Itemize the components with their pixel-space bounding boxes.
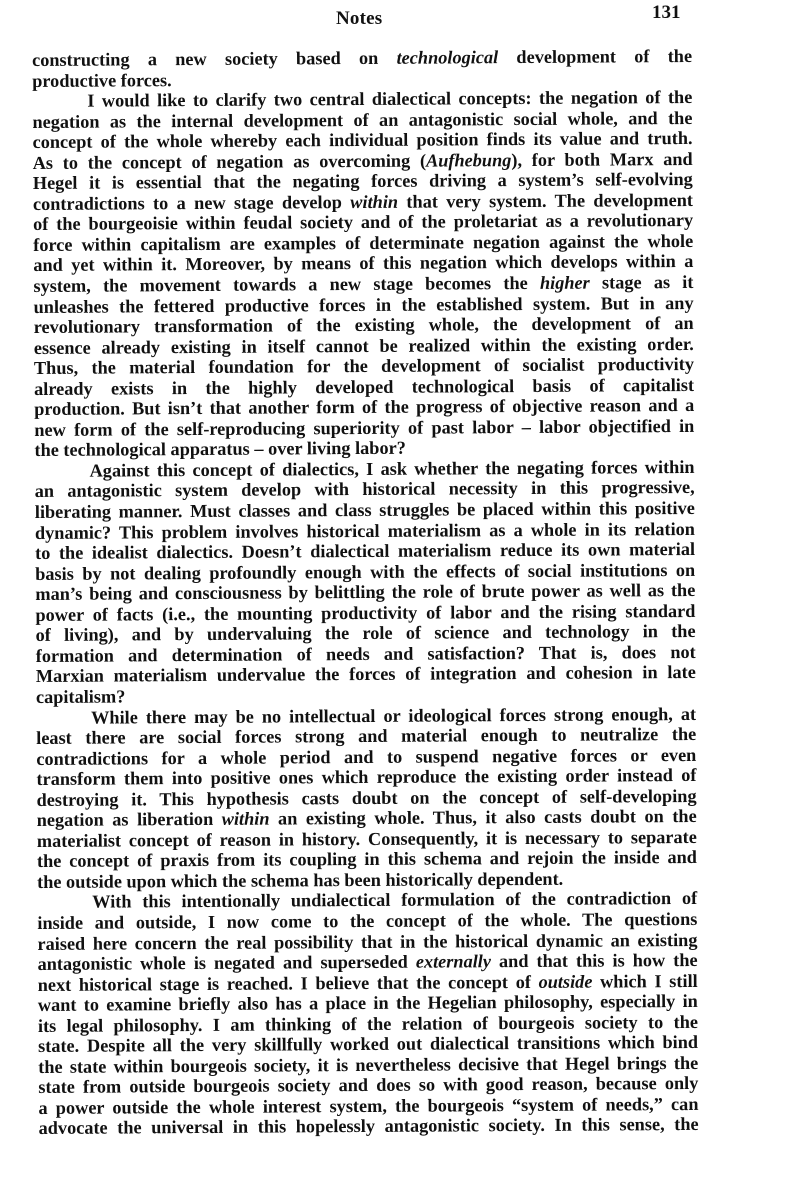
text-segment: least there are social forces strong and material enough to neutralize the <box>36 724 697 749</box>
text-line <box>32 46 692 71</box>
text-segment: an existing whole. Thus, it also casts doubt on the <box>269 806 697 829</box>
text-segment: development of the <box>498 45 693 68</box>
text-segment: essence already existing in itself cannot be realized within the existing order. <box>33 333 694 358</box>
text-segment: and yet within it. Moreover, by means of this negation which develops within a <box>33 251 694 276</box>
text-segment: to the idealist dialectics. Doesn’t dialectical materialism reduce its own material <box>35 539 696 564</box>
text-segment: contradictions for a whole period and to suspend negative forces or even <box>36 744 697 769</box>
text-segment: liberating manner. Must classes and class struggles be placed within this positive <box>34 497 695 523</box>
italic-text: higher <box>539 272 590 293</box>
italic-text: outside <box>538 971 593 992</box>
text-segment: which I still <box>592 970 698 992</box>
text-segment: Thus, the material foundation for the development of socialist productivity <box>33 354 694 379</box>
running-title: Notes <box>336 8 383 29</box>
text-segment: While there may be no intellectual or ideological forces strong enough, at <box>91 703 697 728</box>
running-head <box>0 2 790 38</box>
text-segment: a power outside the whole interest system, the bourgeois “system of needs,” can <box>38 1093 699 1118</box>
text-segment: of the bourgeoisie within feudal society and of the proletariat as a revolutionary <box>33 210 694 235</box>
text-segment: state from outside bourgeois society and does so with good reason, because only <box>38 1073 699 1098</box>
text-segment: As to the concept of negation as overcoming ( <box>32 150 427 173</box>
text-segment: force within capitalism are examples of determinate negation against the whole <box>33 230 694 255</box>
text-segment: the technological apparatus – over living labor? <box>34 438 406 461</box>
italic-text: technological <box>396 47 499 68</box>
text-segment: concept of the whole whereby each individual position finds its value and truth. <box>32 128 693 153</box>
text-segment: already exists in the highly developed technological basis of capitalist <box>34 374 695 399</box>
text-segment: constructing a new society based on <box>32 47 397 70</box>
text-segment: antagonistic whole is negated and superseded <box>37 951 416 975</box>
text-segment: destroying it. This hypothesis casts doubt on the concept of self-developing <box>36 785 697 810</box>
text-segment: negation as the internal development of an antagonistic social whole, and the <box>32 107 693 132</box>
italic-text: within <box>350 191 399 212</box>
text-segment: production. But isn’t that another form of the progress of objective reason and a <box>34 395 695 420</box>
text-segment: that very system. The development <box>397 189 693 212</box>
text-segment: system, the movement towards a new stage becomes the <box>33 272 541 297</box>
text-segment: and that this is how the <box>490 950 698 972</box>
text-segment: the concept of praxis from its coupling in this schema and rejoin the inside and <box>36 847 698 872</box>
text-segment: materialist concept of reason in history. Consequently, it is necessary to separate <box>36 826 697 851</box>
body-text <box>32 46 699 1139</box>
text-segment: basis by not dealing profoundly enough with the effects of social institutions on <box>35 559 696 584</box>
text-segment: raised here concern the real possibility that in the historical dynamic an existing <box>37 929 698 954</box>
text-segment: stage as it <box>589 271 694 293</box>
text-segment: unleashes the fettered productive forces in the established system. But in any <box>33 292 694 317</box>
text-segment: next historical stage is reached. I believe that the concept of <box>37 971 539 995</box>
text-segment: want to examine briefly also has a place in the Hegelian philosophy, especially in <box>37 991 698 1016</box>
text-segment: Against this concept of dialectics, I ask whether the negating forces within <box>89 456 695 481</box>
text-segment: formation and determination of needs and satisfaction? That is, does not <box>35 641 696 666</box>
text-segment: I would like to clarify two central dialectical concepts: the negation of the <box>87 87 693 111</box>
text-segment: With this intentionally undialectical formulation of the contradiction of <box>92 888 698 913</box>
text-segment: revolutionary transformation of the existing whole, the development of an <box>33 313 694 338</box>
text-segment: power of facts (i.e., the mounting productivity of labor and the rising standard <box>35 600 696 625</box>
text-segment: the outside upon which the schema has been historically dependent. <box>37 868 564 892</box>
italic-text: within <box>221 808 270 830</box>
text-segment: its legal philosophy. I am thinking of the relation of bourgeois society to the <box>37 1011 699 1036</box>
italic-text: externally <box>415 951 492 972</box>
text-segment: contradictions to a new stage develop <box>32 191 351 214</box>
italic-text: Aufhebung <box>425 149 512 171</box>
text-segment: Hegel it is essential that the negating forces driving a system’s self-evolving <box>32 169 693 194</box>
text-segment: man’s being and consciousness by belittling the role of brute power as well as the <box>35 580 696 605</box>
text-segment: ), for both Marx and <box>511 148 693 170</box>
text-line <box>37 847 697 872</box>
text-segment: inside and outside, I now come to the concept of the whole. The questions <box>37 908 698 933</box>
text-segment: of living), and by undervaluing the role of science and technology in the <box>35 621 696 646</box>
text-segment: state. Despite all the very skillfully worked out dialectical transitions which bind <box>38 1032 699 1057</box>
text-segment: an antagonistic system develop with historical necessity in this progressive, <box>34 477 695 502</box>
text-segment: negation as liberation <box>36 809 222 831</box>
text-segment: capitalism? <box>35 686 126 707</box>
text-segment: dynamic? This problem involves historical materialism as a whole in its relation <box>34 518 695 543</box>
text-segment: productive forces. <box>32 69 172 91</box>
page-number: 131 <box>652 2 681 23</box>
text-segment: Marxian materialism undervalue the forces of integration and cohesion in late <box>35 662 696 687</box>
text-line <box>39 1114 699 1139</box>
text-segment: transform them into positive ones which reproduce the existing order instead of <box>36 765 697 790</box>
text-line <box>36 662 696 687</box>
text-segment: new form of the self-reproducing superiority of past labor – labor objectified in <box>34 415 695 440</box>
text-segment: advocate the universal in this hopelessly antagonistic society. In this sense, the <box>38 1114 699 1139</box>
text-segment: the state within bourgeois society, it is nevertheless decisive that Hegel brings the <box>38 1052 699 1077</box>
